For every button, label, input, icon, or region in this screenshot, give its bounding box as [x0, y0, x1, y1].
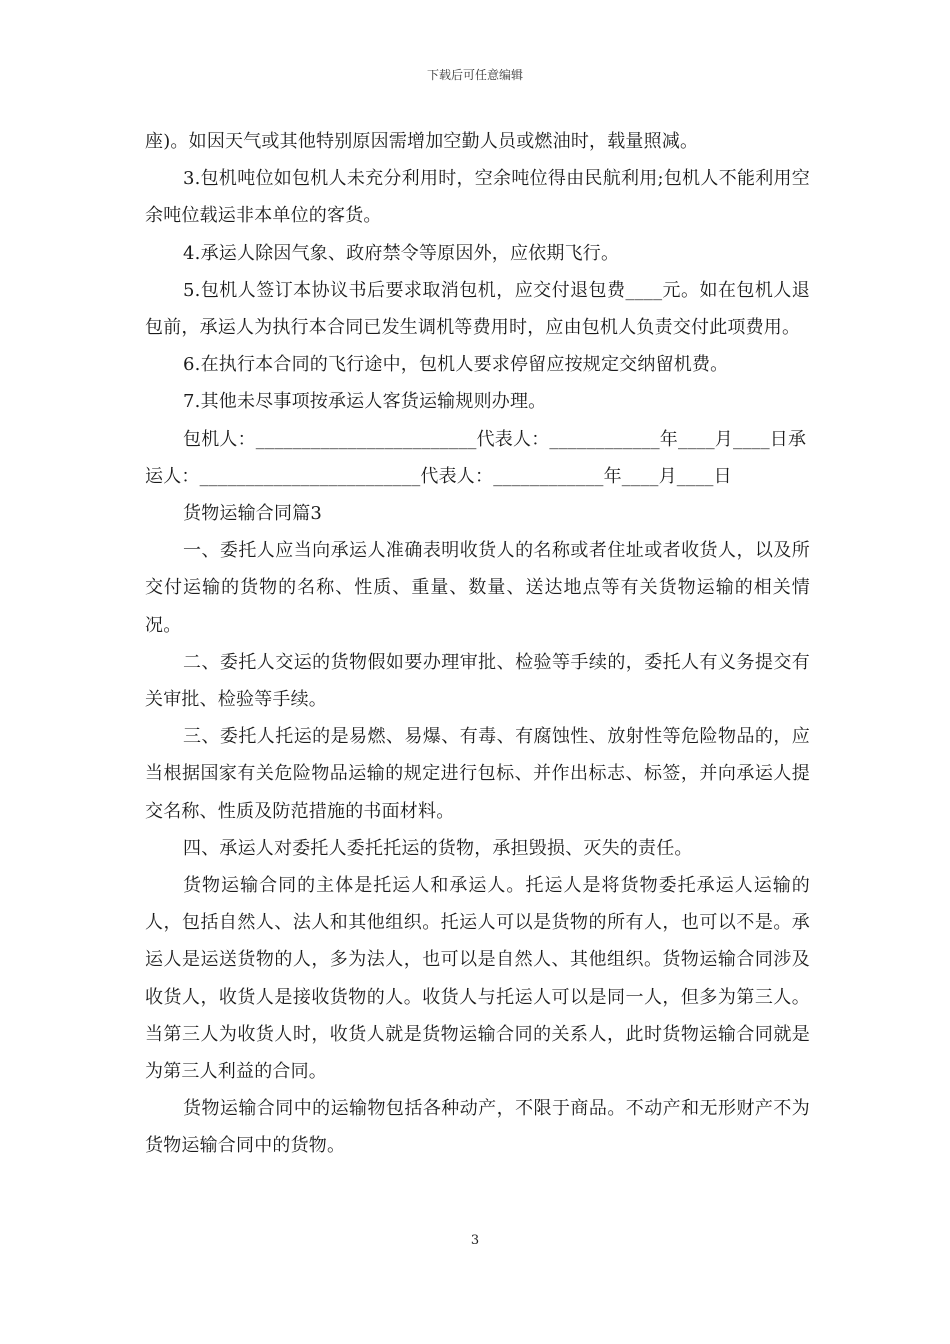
paragraph-item-3: 三、委托人托运的是易燃、易爆、有毒、有腐蚀性、放射性等危险物品的，应当根据国家有关危险物品运输的规定进行包标、并作出标志、标签，并向承运人提交名称、性质及防范措施的书面材料。: [145, 726, 810, 822]
paragraph-clause-4: 4.承运人除因气象、政府禁令等原因外，应依期飞行。: [183, 242, 620, 264]
paragraph-clause-6: 6.在执行本合同的飞行途中，包机人要求停留应按规定交纳留机费。: [183, 354, 729, 376]
paragraph-item-1: 一、委托人应当向承运人准确表明收货人的名称或者住址或者收货人，以及所交付运输的货物的名称、性质、重量、数量、送达地点等有关货物运输的相关情况。: [145, 540, 810, 636]
paragraph-clause-5: 5.包机人签订本协议书后要求取消包机，应交付退包费____元。如在包机人退包前，承运人为执行本合同已发生调机等费用时，应由包机人负责交付此项费用。: [145, 279, 810, 339]
paragraph-contract-goods: 货物运输合同中的运输物包括各种动产，不限于商品。不动产和无形财产不为货物运输合同中的货物。: [145, 1098, 810, 1157]
page-number: 3: [470, 1233, 480, 1248]
signature-lines: 包机人：________________________代表人：____________年____月____日承运人：________________________代表人：____________年____月____日: [145, 428, 807, 487]
paragraph-contract-parties: 货物运输合同的主体是托运人和承运人。托运人是将货物委托承运人运输的人，包括自然人、法人和其他组织。托运人可以是货物的所有人，也可以不是。承运人是运送货物的人，多为法人，也可以是自然人、其他组织。货物运输合同涉及收货人，收货人是接收货物的人。收货人与托运人可以是同一人，但多为第三人。当第三人为收货人时，收货人就是货物运输合同的关系人，此时货物运输合同就是为第三人利益的合同。: [145, 875, 810, 1083]
section-heading: 货物运输合同篇3: [183, 503, 323, 525]
paragraph-1: 座)。如因天气或其他特别原因需增加空勤人员或燃油时，载量照减。: [145, 131, 699, 152]
document-body: [145, 123, 810, 1165]
paragraph-clause-3: 3.包机吨位如包机人未充分利用时，空余吨位得由民航利用;包机人不能利用空余吨位载运非本单位的客货。: [145, 168, 810, 227]
paragraph-clause-7: 7.其他未尽事项按承运人客货运输规则办理。: [183, 391, 547, 413]
page-header-note: 下载后可任意编辑: [426, 68, 523, 82]
paragraph-item-2: 二、委托人交运的货物假如要办理审批、检验等手续的，委托人有义务提交有关审批、检验等手续。: [145, 651, 810, 711]
paragraph-item-4: 四、承运人对委托人委托托运的货物，承担毁损、灭失的责任。: [183, 837, 693, 859]
